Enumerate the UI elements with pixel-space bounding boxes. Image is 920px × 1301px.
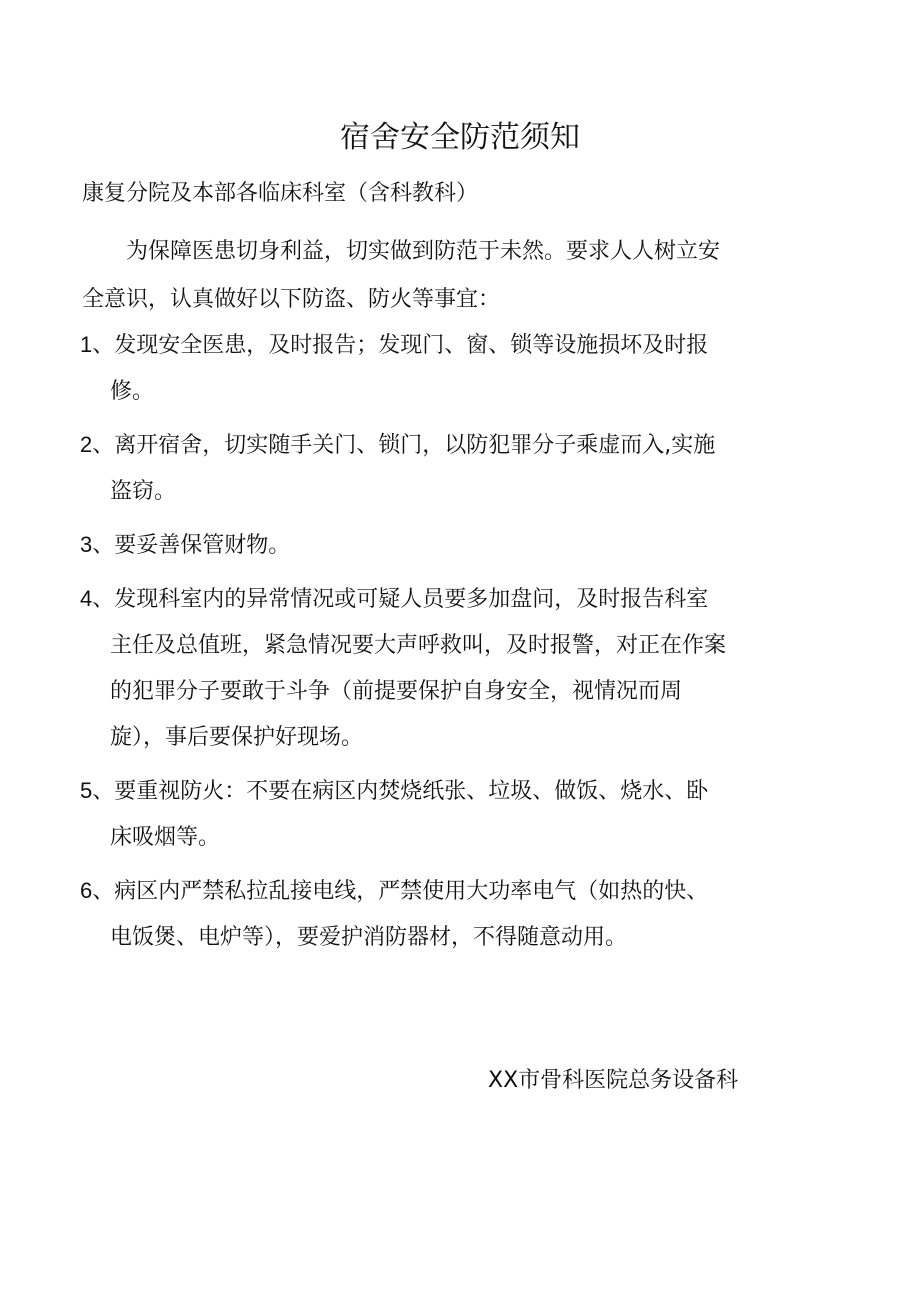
list-item-line <box>80 522 850 569</box>
item-text: 、要妥善保管财物。 <box>92 533 291 558</box>
item-number: 5 <box>80 778 93 803</box>
item-number: 6 <box>80 878 93 903</box>
item-text: 、要重视防火：不要在病区内焚烧纸张、垃圾、做饭、烧水、卧 <box>92 779 709 804</box>
page-title: 宿舍安全防范须知 <box>340 120 580 155</box>
list-item-line <box>80 768 850 815</box>
list-item-line: 旋），事后要保护好现场。 <box>110 725 364 750</box>
list-item <box>80 768 850 861</box>
list-item-line <box>80 576 850 623</box>
list-item-line <box>80 322 850 369</box>
notice-list <box>80 322 850 968</box>
list-item-line: 床吸烟等。 <box>110 825 221 850</box>
addressee: 康复分院及本部各临床科室（含科教科） <box>82 181 479 206</box>
list-item-line: 电饭煲、电炉等），要爱护消防器材，不得随意动用。 <box>110 925 628 950</box>
intro-line: 全意识，认真做好以下防盗、防火等事宜： <box>82 287 501 312</box>
list-item-line: 盗窃。 <box>110 479 177 504</box>
item-text: 、发现安全医患，及时报告；发现门、窗、锁等设施损坏及时报 <box>92 333 709 358</box>
list-item <box>80 422 850 515</box>
signature: XX市骨科医院总务设备科 <box>488 1068 739 1093</box>
list-item <box>80 576 850 761</box>
list-item <box>80 522 850 569</box>
list-item <box>80 322 850 415</box>
item-number: 4 <box>80 586 93 611</box>
intro-line: 为保障医患切身利益，切实做到防范于未然。要求人人树立安 <box>126 239 721 264</box>
item-number: 3 <box>80 532 93 557</box>
item-number: 1 <box>80 332 93 357</box>
intro-paragraph <box>82 228 842 324</box>
list-item-line: 修。 <box>110 379 155 404</box>
list-item-line <box>80 422 850 469</box>
item-number: 2 <box>80 432 93 457</box>
item-text: 、离开宿舍，切实随手关门、锁门，以防犯罪分子乘虚而入,实施 <box>92 433 716 458</box>
item-text: 、病区内严禁私拉乱接电线，严禁使用大功率电气（如热的快、 <box>92 879 709 904</box>
list-item <box>80 868 850 961</box>
list-item-line: 主任及总值班，紧急情况要大声呼救叫，及时报警，对正在作案 <box>110 633 727 658</box>
item-text: 、发现科室内的异常情况或可疑人员要多加盘问，及时报告科室 <box>92 587 709 612</box>
list-item-line <box>80 868 850 915</box>
list-item-line: 的犯罪分子要敢于斗争（前提要保护自身安全，视情况而周 <box>110 679 683 704</box>
